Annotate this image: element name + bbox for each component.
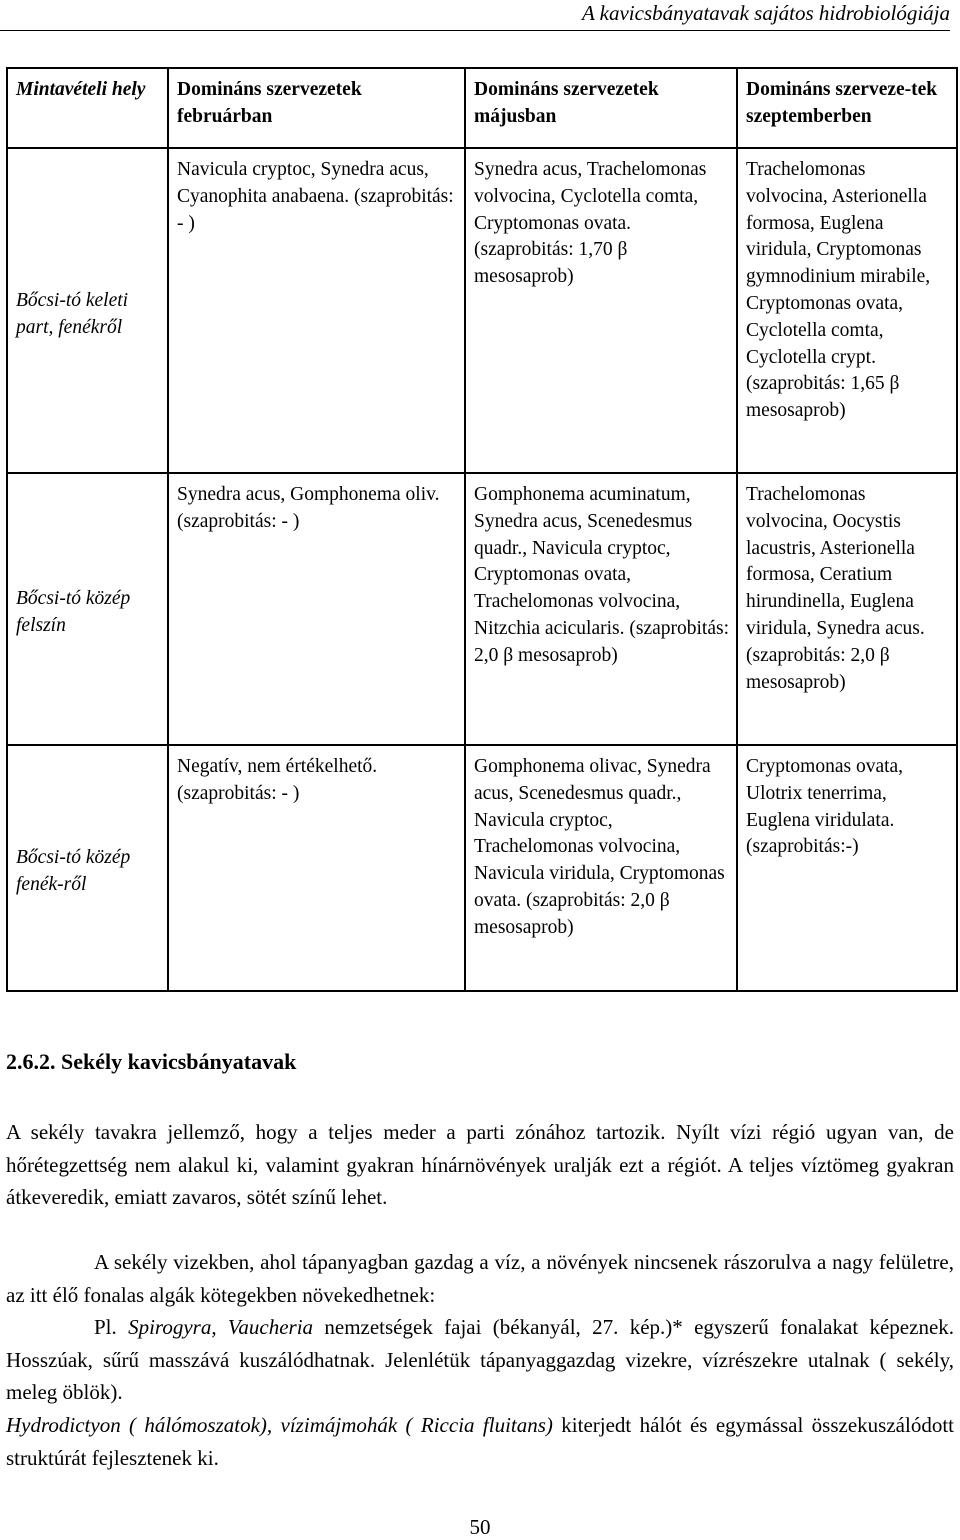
may-cell: Gomphonema acuminatum, Synedra acus, Scenedesmus quadr., Navicula cryptoc, Cryptomonas ovata, Trachelomonas volvocina, Nitzchia acicularis. (szaprobitás: 2,0 β mesosaprob)	[465, 473, 737, 745]
column-header-may: Domináns szervezetek májusban	[465, 68, 737, 148]
paragraph	[6, 1311, 954, 1409]
may-cell: Gomphonema olivac, Synedra acus, Scenedesmus quadr., Navicula cryptoc, Trachelomonas volvocina, Navicula viridula, Cryptomonas ovata. (szaprobitás: 2,0 β mesosaprob)	[465, 745, 737, 991]
paragraph: A sekély tavakra jellemző, hogy a teljes meder a parti zónához tartozik. Nyílt vízi régió ugyan van, de hőrétegzettség nem alakul ki, valamint gyakran hínárnövények uralják ezt a régiót. A teljes víztömeg gyakran átkeveredik, emiatt zavaros, sötét színű lehet.	[6, 1120, 954, 1209]
running-header: A kavicsbányatavak sajátos hidrobiológiája	[0, 0, 950, 31]
column-header-site: Mintavételi hely	[7, 68, 168, 148]
table-row	[7, 148, 957, 473]
table-row	[7, 473, 957, 745]
site-cell: Bőcsi-tó közép fenék-ről	[7, 745, 168, 991]
september-cell: Cryptomonas ovata, Ulotrix tenerrima, Euglena viridulata. (szaprobitás:-)	[737, 745, 957, 991]
site-cell: Bőcsi-tó közép felszín	[7, 473, 168, 745]
paragraph-prefix: Pl.	[94, 1315, 129, 1339]
table-row	[7, 745, 957, 991]
section-heading: 2.6.2. Sekély kavicsbányatavak	[6, 1049, 297, 1074]
dominant-organisms-table	[6, 67, 958, 992]
genus-names: Spirogyra, Vaucheria	[128, 1315, 314, 1339]
february-cell: Navicula cryptoc, Synedra acus, Cyanophita anabaena. (szaprobitás: - )	[168, 148, 465, 473]
species-names: Hydrodictyon ( hálómoszatok), vízimájmohák ( Riccia fluitans)	[6, 1413, 553, 1437]
column-header-september: Domináns szerveze-tek szeptemberben	[737, 68, 957, 148]
table-header-row	[7, 68, 957, 148]
page-number: 50	[469, 1515, 491, 1539]
september-cell: Trachelomonas volvocina, Asterionella formosa, Euglena viridula, Cryptomonas gymnodinium mirabile, Cryptomonas ovata, Cyclotella comta, Cyclotella crypt. (szaprobitás: 1,65 β mesosaprob)	[737, 148, 957, 473]
paragraph: A sekély vizekben, ahol tápanyagban gazdag a víz, a növények nincsenek rászorulva a nagy felületre, az itt élő fonalas algák kötegekben növekedhetnek:	[6, 1250, 954, 1307]
site-cell: Bőcsi-tó keleti part, fenékről	[7, 148, 168, 473]
paragraph	[6, 1409, 954, 1474]
paragraph-text: kiterjedt hálót és egymással összekuszálódott struktúrát fejlesztenek ki.	[6, 1413, 954, 1470]
february-cell: Synedra acus, Gomphonema oliv. (szaprobitás: - )	[168, 473, 465, 745]
september-cell: Trachelomonas volvocina, Oocystis lacustris, Asterionella formosa, Ceratium hirundinella, Euglena viridula, Synedra acus. (szaprobitás: 2,0 β mesosaprob)	[737, 473, 957, 745]
paragraph-text: nemzetségek fajai (békanyál, 27. kép.)* egyszerű fonalakat képeznek. Hosszúak, sűrű masszává kuszálódhatnak. Jelenlétük tápanyaggazdag vizekre, vízrészekre utalnak ( sekély, meleg öblök).	[6, 1315, 955, 1404]
february-cell: Negatív, nem értékelhető. (szaprobitás: - )	[168, 745, 465, 991]
may-cell: Synedra acus, Trachelomonas volvocina, Cyclotella comta, Cryptomonas ovata. (szaprobitás: 1,70 β mesosaprob)	[465, 148, 737, 473]
column-header-february: Domináns szervezetek februárban	[168, 68, 465, 148]
